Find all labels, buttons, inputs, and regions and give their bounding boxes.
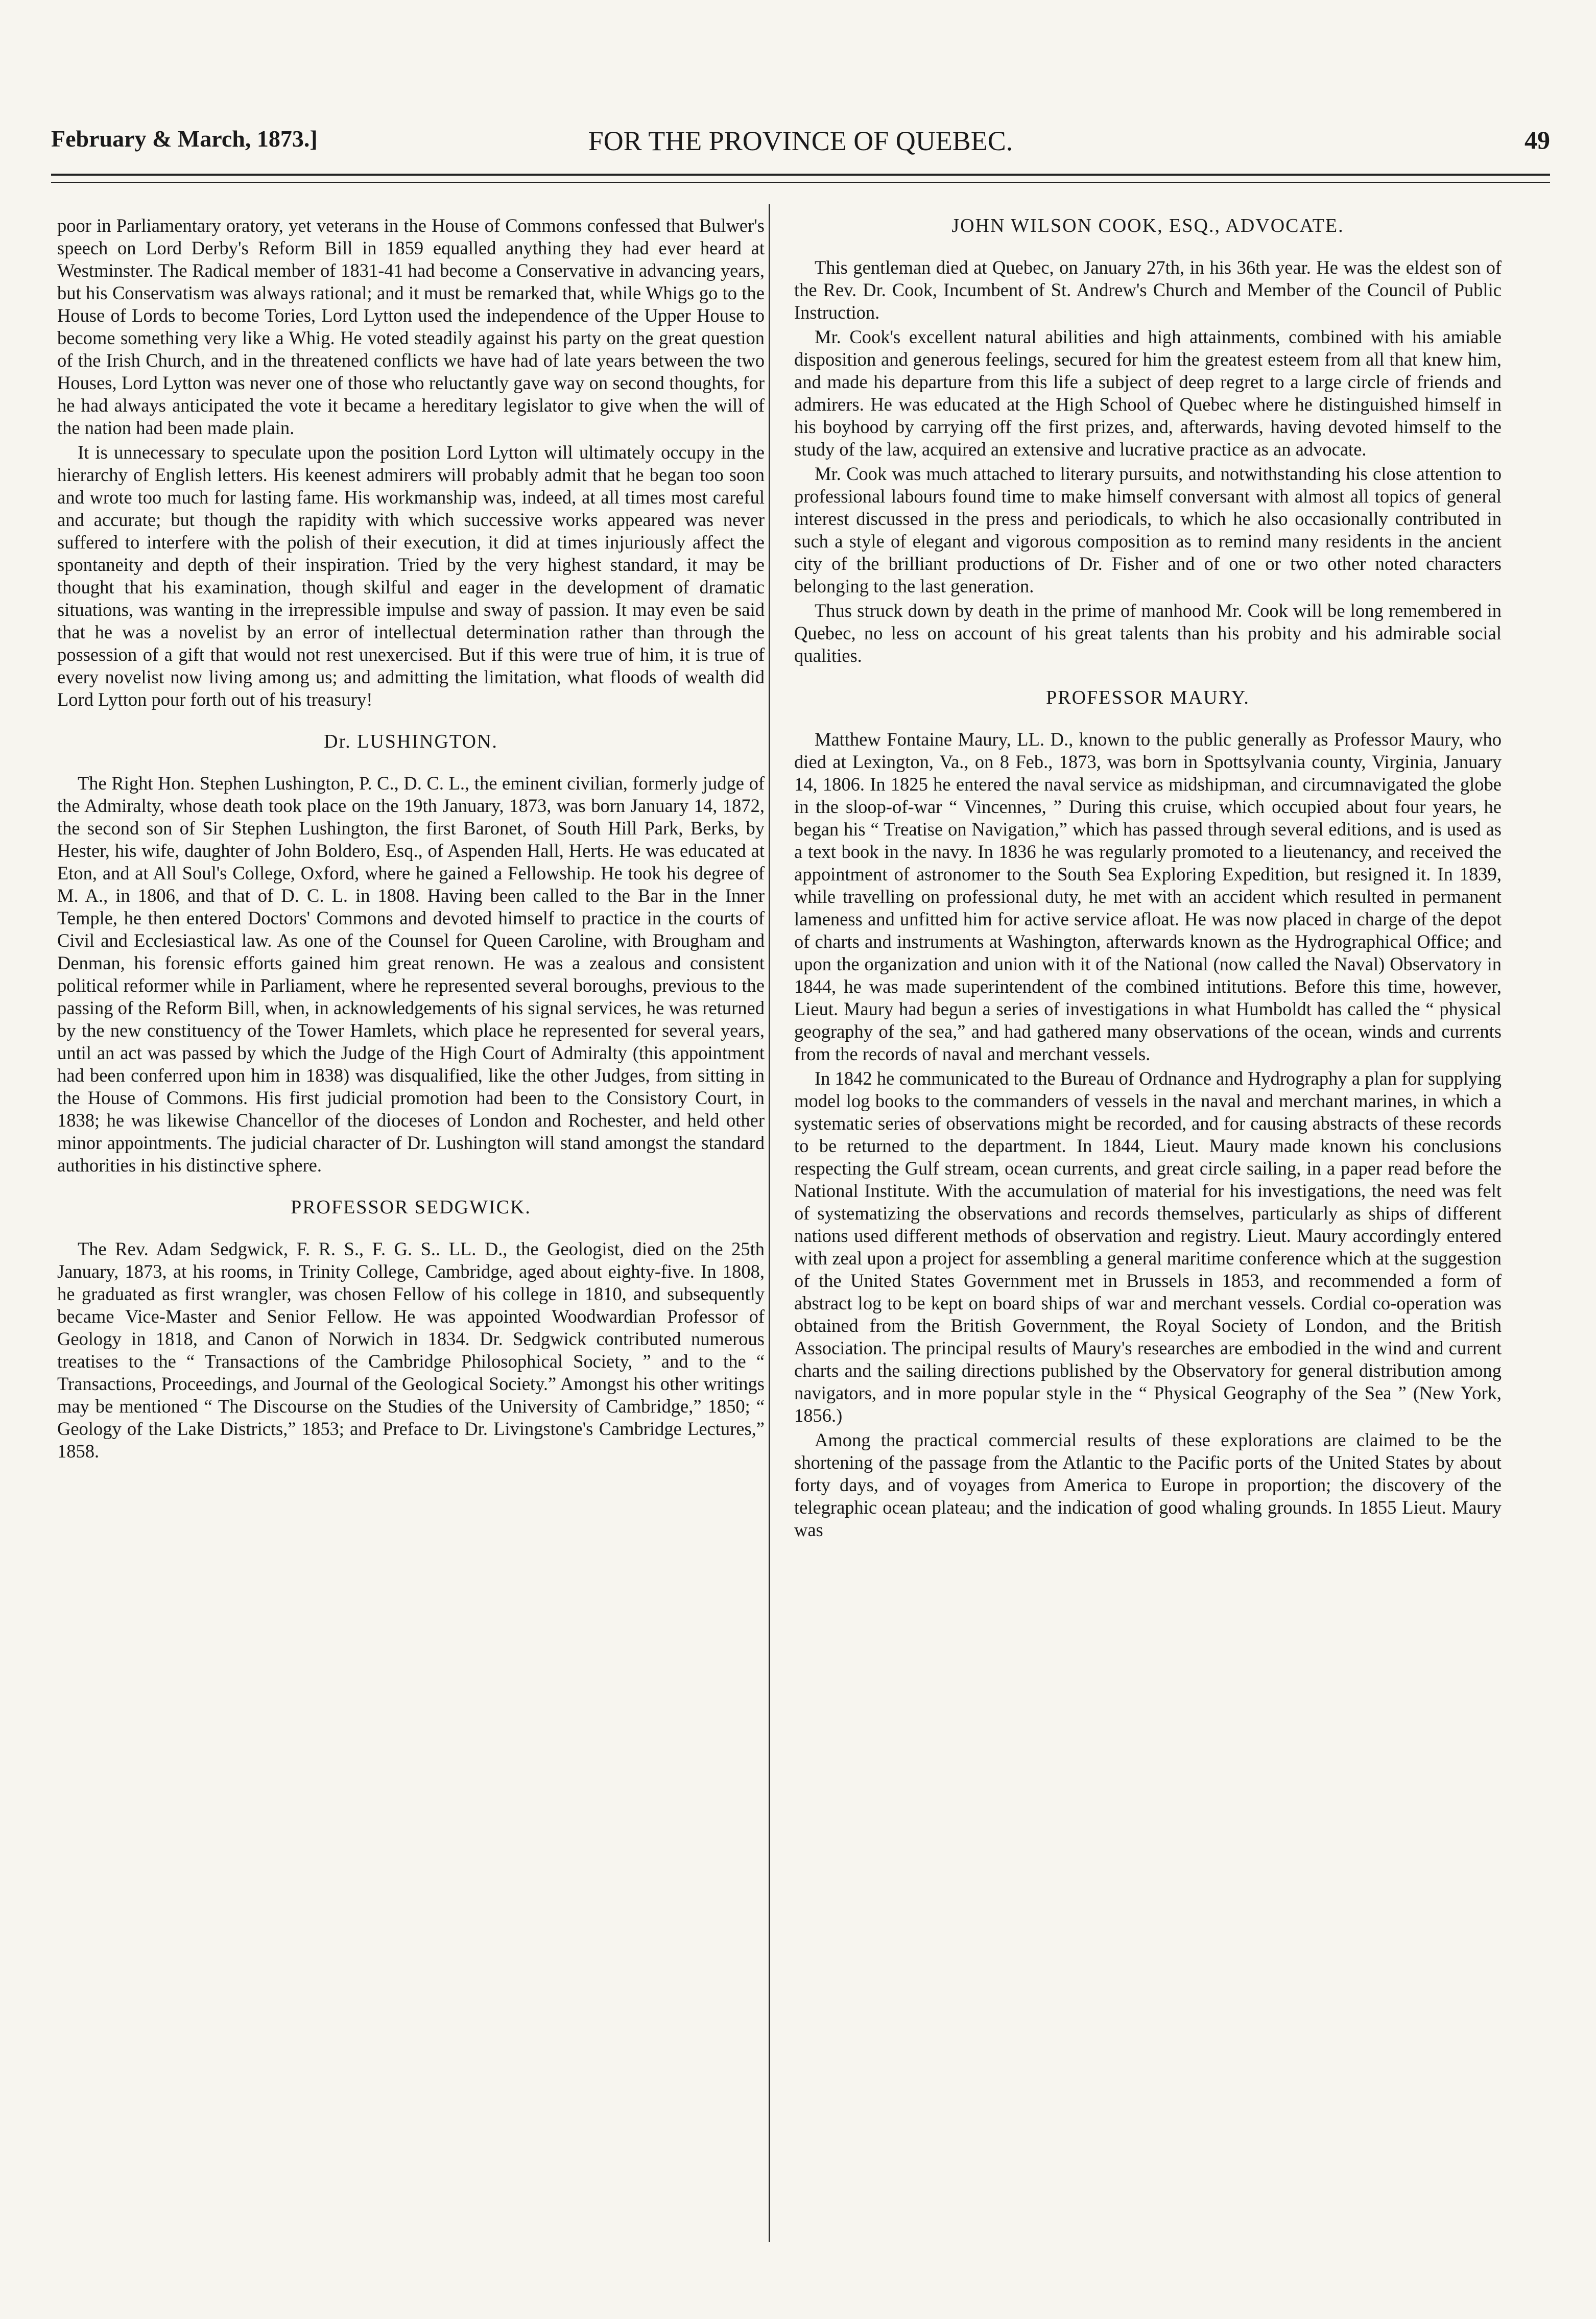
- maury-paragraph-3: Among the practical commercial results of these explorations are claimed to be the shortening of the passage from the Atlantic to the Pacific ports of the United States by about forty days, and of voyages from America to Europe in proportion; the discovery of the telegraphic ocean plateau; and the indication of good whaling grounds. In 1855 Lieut. Maury was: [794, 1429, 1502, 1540]
- left-column: [57, 214, 765, 2257]
- header-date: February & March, 1873.]: [51, 126, 318, 152]
- page-header: [51, 125, 1550, 161]
- header-rule-thin: [51, 182, 1550, 183]
- lytton-paragraph-2: It is unnecessary to speculate upon the position Lord Lytton will ultimately occupy in the hierarchy of English letters. His keenest admirers will probably admit that he began too soon and wrote too much for lasting fame. His workmanship was, indeed, at all times most careful and accurate; but though the rapidity with which successive works appeared was never suffered to interfere with the polish of their execution, it did at times injuriously affect the spontaneity and depth of their inspiration. Tried by the very highest standard, it may be thought that his examination, though skilful and eager in the development of dramatic situations, was wanting in the irrepressible impulse and sway of passion. It may even be said that he was a novelist by an error of intellectual determination rather than through the possession of a gift that would not rest unexercised. But if this were true of him, it is true of every novelist now living among us; and admitting the limitation, what floods of wealth did Lord Lytton pour forth out of his treasury!: [57, 442, 765, 710]
- header-rule-thick: [51, 174, 1550, 176]
- cook-paragraph-3: Mr. Cook was much attached to literary pursuits, and notwithstanding his close attention to professional labours found time to make himself conversant with almost all topics of general interest discussed in the press and periodicals, to which he also occasionally contributed in such a style of elegant and vigorous composition as to remind many residents in the ancient city of the brilliant productions of Dr. Fisher and of one or two other noted characters belonging to the last generation.: [794, 463, 1502, 596]
- column-divider: [769, 204, 770, 2242]
- cook-paragraph-4: Thus struck down by death in the prime of manhood Mr. Cook will be long remembered in Quebec, no less on account of his great talents than his probity and his admirable social qualities.: [794, 600, 1502, 666]
- cook-paragraph-1: This gentleman died at Quebec, on January 27th, in his 36th year. He was the eldest son of the Rev. Dr. Cook, Incumbent of St. Andrew's Church and Member of the Council of Public Instruction.: [794, 257, 1502, 323]
- sedgwick-paragraph-1: The Rev. Adam Sedgwick, F. R. S., F. G. S.. LL. D., the Geologist, died on the 25th January, 1873, at his rooms, in Trinity College, Cambridge, aged about eighty-five. In 1808, he graduated as first wrangler, was chosen Fellow of his college in 1810, and subsequently became Vice-Master and Senior Fellow. He was appointed Woodwardian Professor of Geology in 1818, and Canon of Norwich in 1834. Dr. Sedgwick contributed numerous treatises to the “ Transactions of the Cambridge Philosophical Society, ” and to the “ Transactions, Proceedings, and Journal of the Geological Society.” Amongst his other writings may be mentioned “ The Discourse on the Studies of the University of Cambridge,” 1850; “ Geology of the Lake Districts,” 1853; and Preface to Dr. Livingstone's Cambridge Lectures,” 1858.: [57, 1238, 765, 1462]
- page-number: 49: [1524, 126, 1550, 154]
- cook-paragraph-2: Mr. Cook's excellent natural abilities and high attainments, combined with his amiable disposition and generous feelings, secured for him the greatest esteem from all that knew him, and made his departure from this life a subject of deep regret to a large circle of friends and admirers. He was educated at the High School of Quebec where he distinguished himself in his boyhood by carrying off the first prizes, and, afterwards, having devoted himself to the study of the law, acquired an extensive and lucrative practice as an advocate.: [794, 326, 1502, 460]
- header-title: FOR THE PROVINCE OF QUEBEC.: [588, 126, 1013, 156]
- lushington-paragraph-1: The Right Hon. Stephen Lushington, P. C., D. C. L., the eminent civilian, formerly judge of the Admiralty, whose death took place on the 19th January, 1873, was born January 14, 1872, the second son of Sir Stephen Lushington, the first Baronet, of South Hill Park, Berks, by Hester, his wife, daughter of John Boldero, Esq., of Aspenden Hall, Herts. He was educated at Eton, and at All Soul's College, Oxford, where he gained a Fellowship. He took his degree of M. A., in 1806, and that of D. C. L. in 1808. Having been called to the Bar in the Inner Temple, he then entered Doctors' Commons and devoted himself to practice in the courts of Civil and Ecclesiastical law. As one of the Counsel for Queen Caroline, with Brougham and Denman, his forensic efforts gained him great renown. He was a zealous and consistent political reformer while in Parliament, where he represented several boroughs, previous to the passing of the Reform Bill, when, in acknowledgements of his signal services, he was returned by the new constituency of the Tower Hamlets, which place he represented for several years, until an act was passed by which the Judge of the High Court of Admiralty (this appointment had been conferred upon him in 1838) was disqualified, like the other Judges, from sitting in the House of Commons. His first judicial promotion had been to the Consistory Court, in 1838; he was likewise Chancellor of the dioceses of London and Rochester, and held other minor appointments. The judicial character of Dr. Lushington will stand amongst the standard authorities in his distinctive sphere.: [57, 773, 765, 1176]
- lytton-paragraph-1: poor in Parliamentary oratory, yet veterans in the House of Commons confessed that Bulwer's speech on Lord Derby's Reform Bill in 1859 equalled anything they had ever heard at Westminster. The Radical member of 1831-41 had become a Conservative in advancing years, but his Conservatism was always rational; and it must be remarked that, while Whigs go to the House of Lords to become Tories, Lord Lytton used the independence of the Upper House to become something very like a Whig. He voted steadily against his party on the great question of the Irish Church, and in the threatened conflicts we have had of late years between the two Houses, Lord Lytton was never one of those who reluctantly gave way on second thoughts, for he had always anticipated the vote it became a hereditary legislator to give when the will of the nation had been made plain.: [57, 215, 765, 438]
- maury-heading: PROFESSOR MAURY.: [1046, 687, 1250, 708]
- maury-paragraph-1: Matthew Fontaine Maury, LL. D., known to the public generally as Professor Maury, who died at Lexington, Va., on 8 Feb., 1873, was born in Spottsylvania county, Virginia, January 14, 1806. In 1825 he entered the naval service as midshipman, and circumnavigated the globe in the sloop-of-war “ Vincennes, ” During this cruise, which occupied about four years, he began his “ Treatise on Navigation,” which has passed through several editions, and is used as a text book in the navy. In 1836 he was regularly promoted to a lieutenancy, and received the appointment of astronomer to the South Sea Exploring Expedition, but resigned it. In 1839, while travelling on professional duty, he met with an accident which resulted in permanent lameness and unfitted him for active service afloat. He was now placed in charge of the depot of charts and instruments at Washington, afterwards known as the Hydrographical Office; and upon the organization and union with it of the National (now called the Naval) Observatory in 1844, he was made superintendent of the combined intitutions. Before this time, however, Lieut. Maury had begun a series of investigations in what Humboldt has called the “ physical geography of the sea,” and had gathered many observations of the ocean, winds and currents from the records of naval and merchant vessels.: [794, 729, 1502, 1064]
- maury-paragraph-2: In 1842 he communicated to the Bureau of Ordnance and Hydrography a plan for supplying model log books to the commanders of vessels in the naval and merchant marines, in which a systematic series of observations might be recorded, and for causing abstracts of these records to be returned to the department. In 1844, Lieut. Maury made known his conclusions respecting the Gulf stream, ocean currents, and great circle sailing, in a paper read before the National Institute. With the accumulation of material for his investigations, the need was felt of systematizing the observations and records themselves, particularly as ships of different nations used different methods of observation and registry. Lieut. Maury accordingly entered with zeal upon a project for assembling a general maritime conference which at the suggestion of the United States Government met in Brussels in 1853, and recommended a form of abstract log to be kept on board ships of war and merchant vessels. Cordial co-operation was obtained from the British Government, the Royal Society of London, and the British Association. The principal results of Maury's researches are embodied in the wind and current charts and the sailing directions published by the Observatory for general distribution among navigators, and in more popular style in the “ Physical Geography of the Sea ” (New York, 1856.): [794, 1068, 1502, 1426]
- sedgwick-heading: PROFESSOR SEDGWICK.: [291, 1197, 531, 1218]
- cook-heading: JOHN WILSON COOK, ESQ., ADVOCATE.: [951, 215, 1344, 236]
- right-column: [794, 214, 1502, 2257]
- lushington-heading: Dr. LUSHINGTON.: [324, 731, 498, 752]
